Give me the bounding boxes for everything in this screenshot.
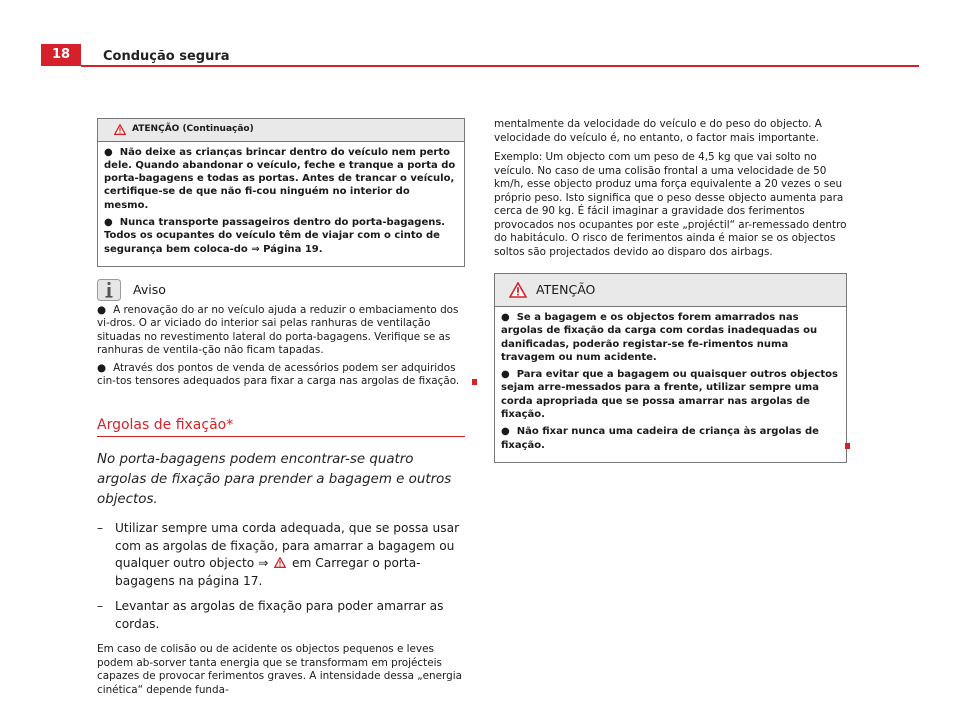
steps-list [97, 520, 465, 633]
warning-box-body [98, 142, 464, 266]
list-item [97, 362, 465, 389]
bullet: ● [104, 216, 113, 228]
body-paragraph: Exemplo: Um objecto com um peso de 4,5 kg que vai solto no veículo. No caso de uma colisão frontal a uma velocidade de 50 km/h, esse objecto produz uma força equivalente a 20 vezes o seu próprio peso. Isto significa que o peso desse objecto aumenta para cerca de 90 kg. É fácil imaginar a gravidade dos ferimentos provocados nos ocupantes por este „projéctil“ ar-remessado dentro do habitáculo. O risco de ferimentos ainda é maior se os objectos soltos são projectados devido ao disparo dos airbags. [494, 151, 847, 258]
body-paragraph: mentalmente da velocidade do veículo e do peso do objecto. A velocidade do veículo é, no entanto, o factor mais importante. [494, 118, 822, 144]
warning-box [494, 273, 847, 463]
section-intro: No porta-bagagens podem encontrar-se quatro argolas de fixação para prender a bagagem e outros objectos. [97, 452, 452, 508]
bullet: ● [501, 312, 510, 323]
warning-text: Não deixe as crianças brincar dentro do veículo nem perto dele. Quando abandonar o veículo, feche e tranque a porta do porta-bagagens e todas as portas. Antes de trancar o veículo, certifique-se de que não fi-cou ninguém no interior do mesmo. [104, 146, 456, 211]
step-link-text[interactable]: em Carregar o porta-bagagens na página 17. [115, 556, 421, 588]
note-text: A renovação do ar no veículo ajuda a reduzir o embaciamento dos vi-dros. O ar viciado do interior sai pelas ranhuras de ventilação situadas no revestimento lateral do porta-bagagens. Verifique se as ranhuras de ventila-ção não ficam tapadas. [97, 303, 459, 357]
bullet: ● [97, 303, 107, 316]
page-number: 18 [41, 44, 81, 66]
dash: – [97, 521, 104, 536]
warning-text: Se a bagagem e os objectos forem amarrados nas argolas de fixação da carga com cordas inadequadas ou danificadas, poderão registar-se fe-rimentos numa travagem ou num acidente. [501, 312, 818, 363]
section-title: Argolas de fixação* [97, 419, 465, 438]
bullet: ● [104, 146, 113, 158]
info-note-icon [97, 279, 121, 301]
list-item [501, 311, 838, 364]
bullet: ● [501, 369, 510, 381]
warning-box-header [98, 119, 464, 142]
warning-box-header [495, 274, 846, 307]
warning-triangle-icon [114, 124, 126, 135]
note-body [97, 304, 465, 389]
chapter-title: Condução segura [103, 49, 230, 64]
warning-triangle-icon [509, 282, 527, 298]
body-paragraph: Em caso de colisão ou de acidente os objectos pequenos e leves podem ab-sorver tanta energia que se transformam em projécteis capazes de provocar ferimentos graves. A intensidade dessa „energia cinética“ depende funda- [97, 643, 462, 696]
warning-box-title: ATENÇÃO [536, 282, 596, 298]
warning-box-continued [97, 118, 465, 267]
left-column [97, 118, 465, 697]
header-rule [81, 65, 919, 67]
warning-box-title: ATENÇÃO (Continuação) [132, 124, 254, 134]
bullet: ● [97, 361, 107, 374]
note-header [97, 279, 465, 301]
warning-box-body [495, 307, 846, 462]
warning-triangle-icon [274, 557, 286, 568]
end-marker [845, 443, 850, 449]
step-text: Utilizar sempre uma corda adequada, que se possa usar com as argolas de fixação, para amarrar a bagagem ou qualquer outro objecto ⇒ [115, 521, 460, 571]
bullet: ● [501, 426, 510, 438]
step-text: Levantar as argolas de fixação para poder amarrar as cordas. [115, 599, 444, 631]
list-item [104, 146, 456, 212]
list-item [501, 368, 838, 421]
step-item [97, 598, 465, 633]
warning-text: Para evitar que a bagagem ou quaisquer outros objectos sejam arre-messados para a frente, utilizar sempre uma corda apropriada que se possa amarrar nas argolas de fixação. [501, 369, 838, 421]
warning-text: Nunca transporte passageiros dentro do porta-bagagens. Todos os ocupantes do veículo têm de viajar com o cinto de segurança bem coloca-do ⇒ Página 19. [104, 216, 446, 255]
list-item [97, 304, 465, 358]
end-marker [472, 379, 477, 385]
warning-text: Não fixar nunca uma cadeira de criança às argolas de fixação. [501, 426, 819, 451]
note-title: Aviso [133, 282, 166, 298]
right-column [494, 118, 847, 463]
note-text: Através dos pontos de venda de acessórios podem ser adquiridos cin-tos tensores adequados para fixar a carga nas argolas de fixação. [97, 361, 460, 388]
list-item [104, 216, 456, 256]
dash: – [97, 599, 104, 614]
step-item [97, 520, 465, 590]
list-item [501, 425, 838, 452]
